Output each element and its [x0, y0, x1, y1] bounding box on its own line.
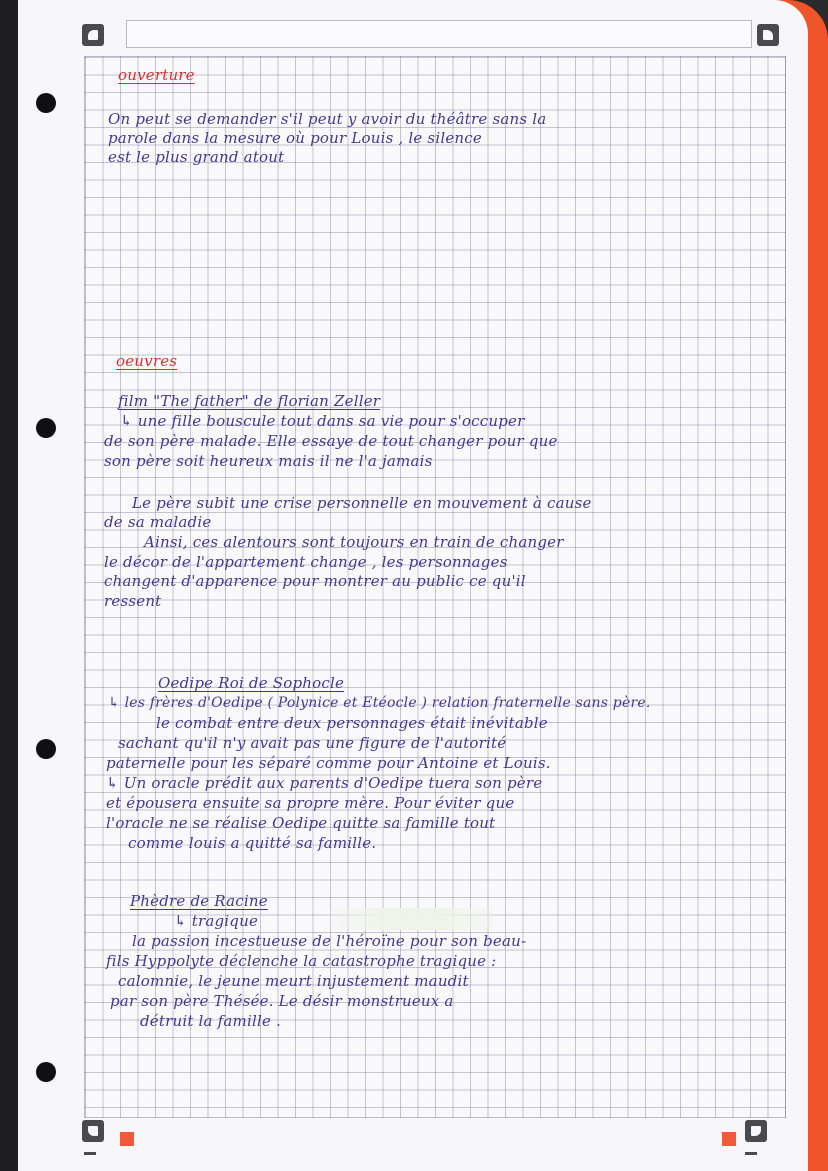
corner-mark-bottom-left-icon — [82, 1120, 104, 1142]
text-line: paternelle pour les séparé comme pour Antoine et Louis. — [106, 754, 551, 772]
text-line: comme louis a quitté sa famille. — [128, 834, 377, 852]
punch-hole-1 — [36, 93, 56, 113]
smudge-patch — [330, 908, 492, 930]
text-line: de son père malade. Elle essaye de tout changer pour que — [104, 432, 558, 450]
work-title-father: film "The father" de florian Zeller — [118, 392, 381, 410]
corner-dash-icon — [84, 1152, 96, 1155]
text-line: ↳ une fille bouscule tout dans sa vie pour s'occuper — [120, 412, 525, 430]
text-line: changent d'apparence pour montrer au public ce qu'il — [104, 572, 526, 590]
text-line: parole dans la mesure où pour Louis , le silence — [108, 129, 482, 147]
text-line: sachant qu'il n'y avait pas une figure de l'autorité — [118, 734, 507, 752]
work-title-oedipe: Oedipe Roi de Sophocle — [158, 674, 345, 692]
text-line: détruit la famille . — [140, 1012, 281, 1030]
text-line: ↳ tragique — [174, 912, 259, 930]
text-line: calomnie, le jeune meurt injustement maudit — [118, 972, 469, 990]
text-line: son père soit heureux mais il ne l'a jamais — [104, 452, 433, 470]
text-line: fils Hyppolyte déclenche la catastrophe tragique : — [106, 952, 497, 970]
text-line: Ainsi, ces alentours sont toujours en train de changer — [144, 533, 564, 551]
text-line: est le plus grand atout — [108, 148, 285, 166]
corner-mark-top-left-icon — [82, 24, 104, 46]
punch-hole-3 — [36, 739, 56, 759]
text-line: Le père subit une crise personnelle en mouvement à cause — [132, 494, 592, 512]
text-line: le décor de l'appartement change , les personnages — [104, 553, 508, 571]
corner-dash-icon — [745, 1152, 757, 1155]
text-line: l'oracle ne se réalise Oedipe quitte sa famille tout — [106, 814, 496, 832]
text-line: ↳ les frères d'Oedipe ( Polynice et Etéocle ) relation fraternelle sans père. — [108, 695, 651, 711]
punch-hole-2 — [36, 418, 56, 438]
header-box — [126, 20, 752, 48]
work-title-phedre: Phèdre de Racine — [130, 892, 268, 910]
text-line: la passion incestueuse de l'héroïne pour son beau- — [132, 932, 527, 950]
corner-mark-top-right-icon — [757, 24, 779, 46]
red-square-marker — [722, 1132, 736, 1146]
heading-oeuvres: oeuvres — [116, 352, 178, 370]
heading-ouverture: ouverture — [118, 66, 195, 84]
punch-hole-4 — [36, 1062, 56, 1082]
text-line: On peut se demander s'il peut y avoir du théâtre sans la — [108, 110, 547, 128]
text-line: ressent — [104, 592, 162, 610]
red-square-marker — [120, 1132, 134, 1146]
text-line: le combat entre deux personnages était inévitable — [156, 714, 548, 732]
text-line: ↳ Un oracle prédit aux parents d'Oedipe tuera son père — [106, 774, 543, 792]
text-line: par son père Thésée. Le désir monstrueux a — [110, 992, 454, 1010]
text-line: et épousera ensuite sa propre mère. Pour éviter que — [106, 794, 515, 812]
corner-mark-bottom-right-icon — [745, 1120, 767, 1142]
text-line: de sa maladie — [104, 513, 212, 531]
